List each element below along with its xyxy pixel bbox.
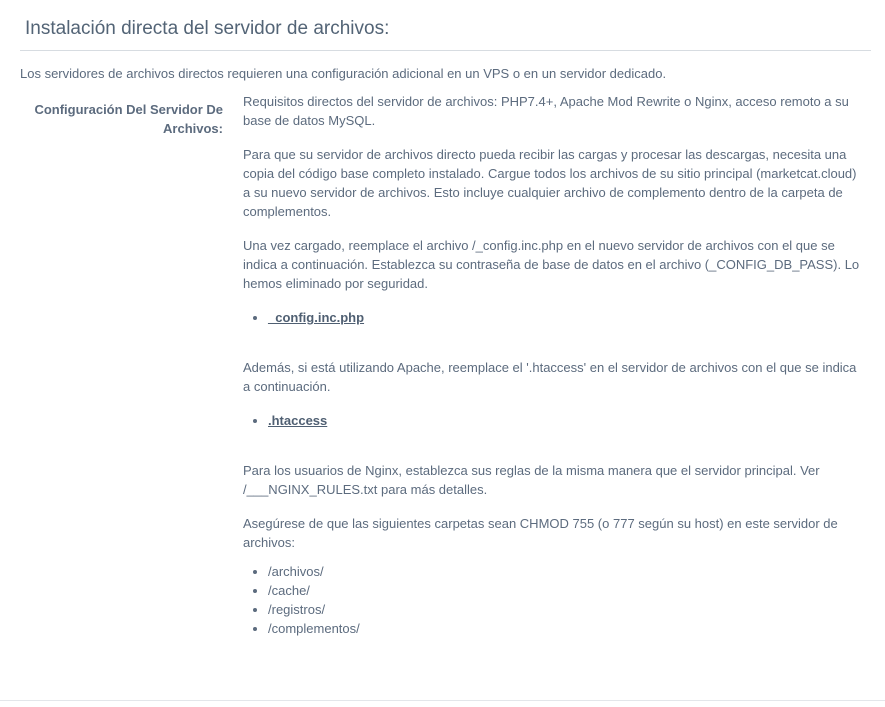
config-section-content [243,92,863,653]
nginx-instructions-text: Para los usuarios de Nginx, establezca sus reglas de la misma manera que el servidor principal. Ver /___NGINX_RULES.txt para más detalles. [243,463,820,497]
list-item [268,411,863,430]
htaccess-file-list [243,411,863,430]
requirements-text: Requisitos directos del servidor de archivos: PHP7.4+, Apache Mod Rewrite o Nginx, acceso remoto a su base de datos MySQL. [243,94,849,128]
folder-item-archivos: • /archivos/ [268,562,863,581]
list-item [268,308,863,327]
htaccess-instructions-text: Además, si está utilizando Apache, reemplace el '.htaccess' en el servidor de archivos con el que se indica a continuación. [243,360,857,394]
htaccess-file-link[interactable]: .htaccess [268,413,328,428]
page-title: Instalación directa del servidor de archivos: [25,18,390,39]
bottom-divider [0,700,885,701]
config-file-list [243,308,863,327]
folder-item-complementos: • /complementos/ [268,619,863,638]
config-instructions-text: Una vez cargado, reemplace el archivo /_config.inc.php en el nuevo servidor de archivos con el que se indica a continuación. Establezca su contraseña de base de datos en el archivo (_CONFIG_DB_PASS). Lo hemos eliminado por seguridad. [243,238,860,291]
copy-instructions-text: Para que su servidor de archivos directo pueda recibir las cargas y procesar las descargas, necesita una copia del código base completo instalado. Cargue todos los archivos de su sitio principal (marketcat.cloud) a su nuevo servidor de archivos. Esto incluye cualquier archivo de complemento dentro de la carpeta de complementos. [243,147,857,219]
config-section-label: Configuración Del Servidor De Archivos: [34,102,223,136]
folder-list [243,562,863,638]
chmod-instructions-text: Asegúrese de que las siguientes carpetas sean CHMOD 755 (o 777 según su host) en este servidor de archivos: [243,516,838,550]
title-divider [20,50,871,51]
intro-text: Los servidores de archivos directos requieren una configuración adicional en un VPS o en un servidor dedicado. [20,66,667,81]
folder-item-registros: • /registros/ [268,600,863,619]
config-file-link[interactable]: _config.inc.php [268,310,365,325]
folder-item-cache: • /cache/ [268,581,863,600]
